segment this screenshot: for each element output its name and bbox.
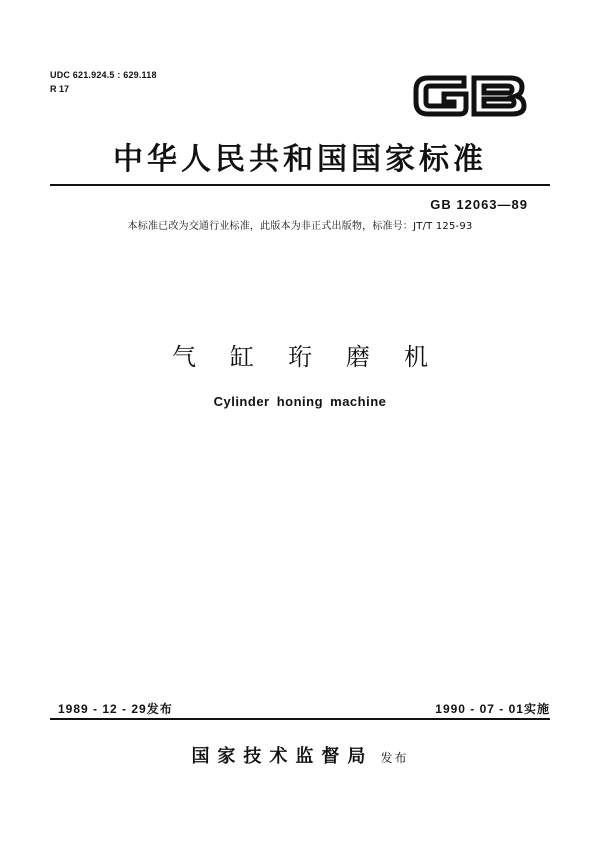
bottom-divider — [50, 718, 550, 720]
issue-date: 1989 - 12 - 29发布 — [58, 702, 173, 716]
classification-code: R 17 — [50, 84, 70, 94]
publisher-line — [0, 742, 600, 768]
top-divider — [50, 184, 550, 186]
document-title-en: Cylinder honing machine — [213, 394, 387, 409]
gb-logo-text: GB — [469, 124, 471, 125]
implementation-date: 1990 - 07 - 01实施 — [435, 702, 550, 716]
udc-code: UDC 621.924.5 : 629.118 — [50, 70, 157, 80]
document-title-cn: 气缸珩磨机 — [172, 343, 462, 371]
gb-logo — [410, 66, 530, 126]
standard-note: 本标准已改为交通行业标准，此版本为非正式出版物，标准号：JT/T 125-93 — [127, 221, 473, 232]
standard-number: GB 12063—89 — [430, 197, 528, 212]
publisher-action: 发布 — [380, 751, 409, 765]
standard-type-title: 中华人民共和国国家标准 — [113, 142, 487, 177]
publisher-org: 国家技术监督局 — [191, 746, 374, 767]
